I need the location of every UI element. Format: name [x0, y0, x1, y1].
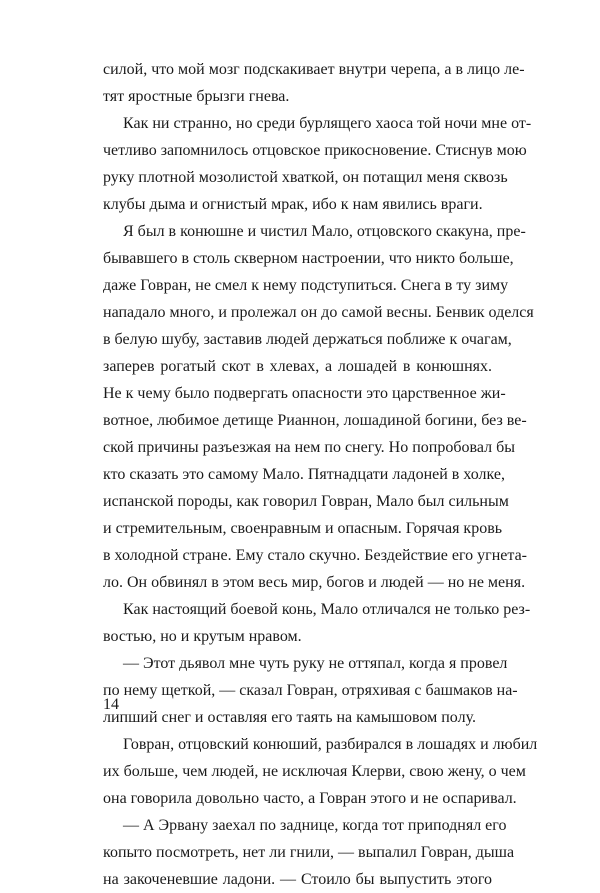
- text-line: Как ни странно, но среди бурлящего хаоса той ночи мне от-: [123, 115, 532, 132]
- page-number: 14: [103, 696, 119, 713]
- text-line: вотное, любимое детище Рианнон, лошадиной богини, без ве-: [103, 412, 527, 429]
- text-line: тят яростные брызги гнева.: [103, 88, 290, 105]
- text-line: даже Говран, не смел к нему подступиться. Снега в ту зиму: [103, 277, 509, 294]
- text-line: нападало много, и пролежал он до самой весны. Бенвик оделся: [103, 304, 534, 321]
- text-line: ло. Он обвинял в этом весь мир, богов и людей — но не меня.: [103, 574, 526, 591]
- text-line: Не к чему было подвергать опасности это царственное жи-: [103, 385, 506, 402]
- text-line: Говран, отцовский конюший, разбирался в лошадях и любил: [123, 736, 538, 753]
- text-line: она говорила довольно часто, а Говран этого и не оспаривал.: [103, 790, 517, 807]
- text-line: востью, но и крутым нравом.: [103, 628, 302, 645]
- text-line: на закоченевшие ладони. — Стоило бы выпустить этого: [103, 871, 492, 888]
- text-line: в белую шубу, заставив людей держаться поближе к очагам,: [103, 331, 512, 348]
- text-line: в холодной стране. Ему стало скучно. Бездействие его угнета-: [103, 547, 527, 564]
- body-text: [103, 56, 538, 893]
- text-line: Я был в конюшне и чистил Мало, отцовского скакуна, пре-: [123, 223, 526, 240]
- text-line: ской причины разъезжая на нем по снегу. Но попробовал бы: [103, 439, 515, 456]
- text-line: клубы дыма и огнистый мрак, ибо к нам явились враги.: [103, 196, 483, 213]
- text-line: по нему щеткой, — сказал Говран, отряхивая с башмаков на-: [103, 682, 518, 699]
- text-line: заперев рогатый скот в хлевах, а лошадей в конюшнях.: [103, 358, 492, 375]
- text-line: Как настоящий боевой конь, Мало отличался не только рез-: [123, 601, 531, 618]
- text-line: руку плотной мозолистой хваткой, он потащил меня сквозь: [103, 169, 508, 186]
- text-line: силой, что мой мозг подскакивает внутри черепа, а в лицо ле-: [103, 61, 525, 78]
- text-line: кто сказать это самому Мало. Пятнадцати ладоней в холке,: [103, 466, 505, 483]
- text-line: их больше, чем людей, не исключая Клерви, свою жену, о чем: [103, 763, 526, 780]
- text-line: и стремительным, своенравным и опасным. Горячая кровь: [103, 520, 503, 537]
- text-line: четливо запомнилось отцовское прикосновение. Стиснув мою: [103, 142, 527, 159]
- text-line: — Этот дьявол мне чуть руку не оттяпал, когда я провел: [123, 655, 508, 672]
- text-line: бывавшего в столь скверном настроении, что никто больше,: [103, 250, 514, 267]
- text-line: — А Эрвану заехал по заднице, когда тот приподнял его: [123, 817, 507, 834]
- text-line: испанской породы, как говорил Говран, Мало был сильным: [103, 493, 509, 510]
- text-line: копыто посмотреть, нет ли гнили, — выпалил Говран, дыша: [103, 844, 515, 861]
- text-line: липший снег и оставляя его таять на камышовом полу.: [103, 709, 476, 726]
